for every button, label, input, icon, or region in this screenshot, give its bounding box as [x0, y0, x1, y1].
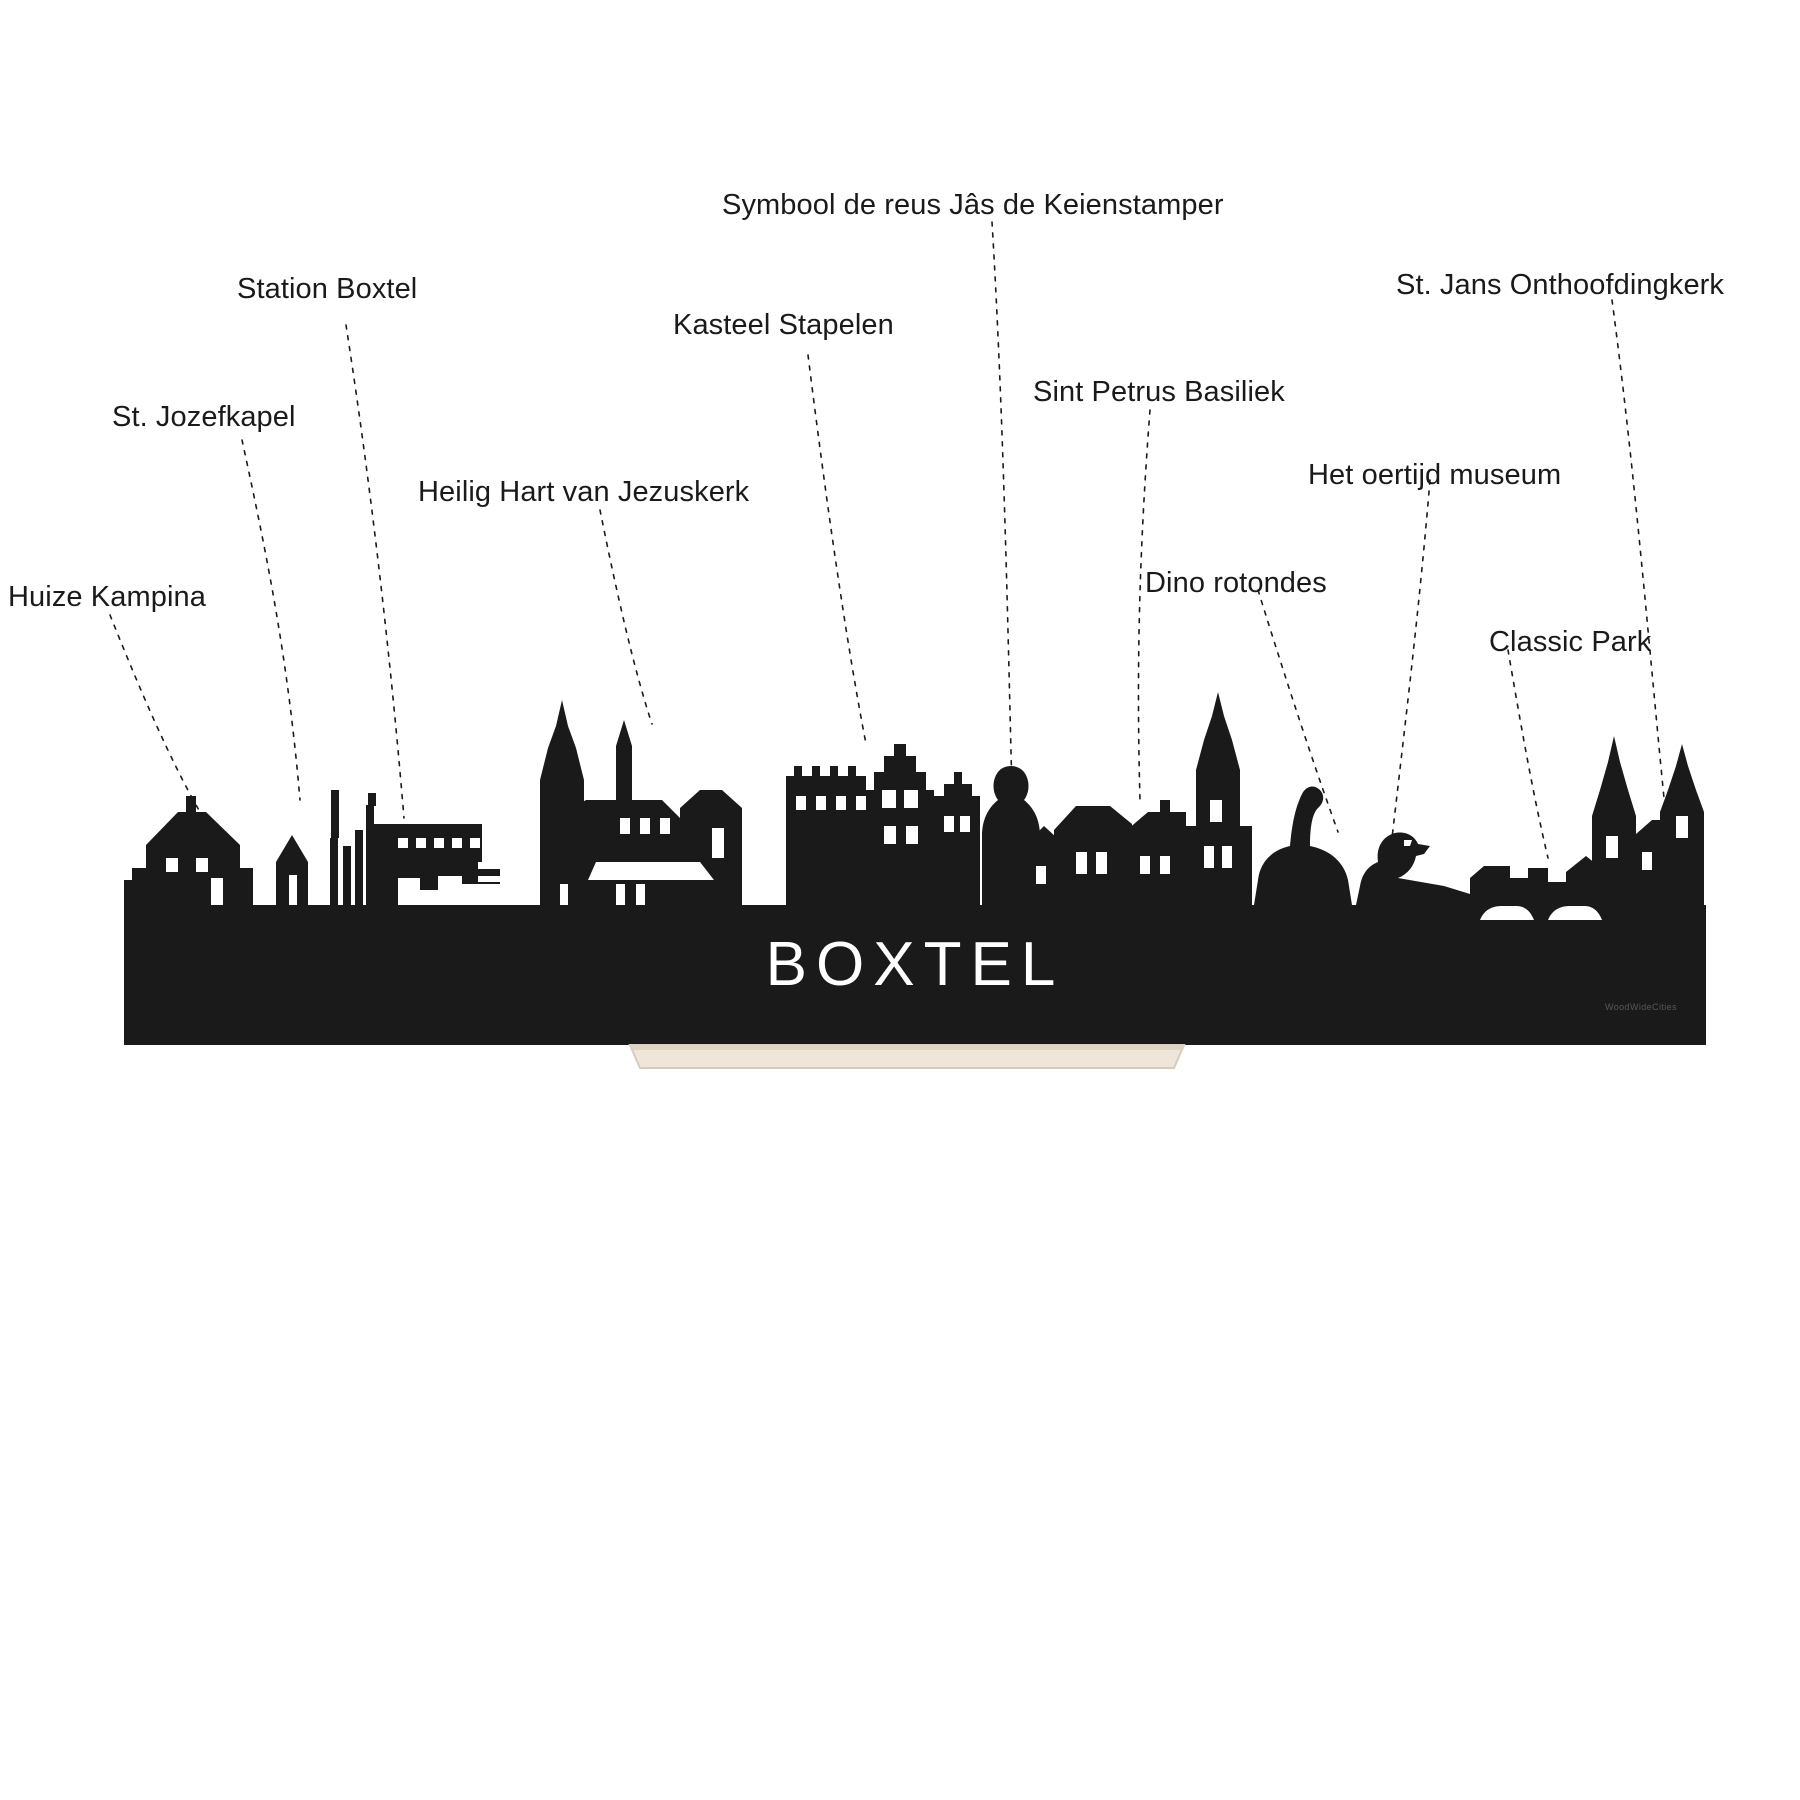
leader-classic-park [1508, 650, 1548, 858]
callout-label-kasteel-stapelen: Kasteel Stapelen [673, 309, 894, 341]
callout-label-dino-rotondes: Dino rotondes [1145, 567, 1327, 599]
callout-label-heilig-hart-van-jezuskerk: Heilig Hart van Jezuskerk [418, 476, 750, 508]
callout-label-st-jozefkapel: St. Jozefkapel [112, 401, 296, 433]
callout-label-sint-petrus-basiliek: Sint Petrus Basiliek [1033, 376, 1285, 408]
leader-dino-rotondes [1258, 590, 1338, 832]
callout-label-classic-park: Classic Park [1489, 626, 1652, 658]
leader-oertijd-museum [1392, 480, 1430, 838]
leader-symbool-reus [992, 222, 1012, 790]
callout-label-symbool-de-reus-jas-de-keienstamper: Symbool de reus Jâs de Keienstamper [722, 189, 1224, 221]
city-name-cutout: BOXTEL [765, 930, 1065, 999]
leader-sint-petrus [1138, 410, 1150, 800]
leader-st-jans [1612, 300, 1666, 818]
callout-label-st-jans-onthoofdingkerk: St. Jans Onthoofdingkerk [1396, 269, 1725, 301]
leader-st-jozefkapel [242, 440, 300, 800]
callout-label-huize-kampina: Huize Kampina [8, 581, 206, 613]
leader-kasteel-stapelen [808, 355, 866, 744]
callout-label-het-oertijd-museum: Het oertijd museum [1308, 459, 1562, 491]
callout-label-station-boxtel: Station Boxtel [237, 273, 418, 305]
leader-huize-kampina [110, 615, 200, 812]
leader-station-boxtel [346, 325, 404, 818]
leader-heilig-hart [600, 510, 652, 724]
watermark-text: WoodWideCities [1605, 1002, 1677, 1012]
